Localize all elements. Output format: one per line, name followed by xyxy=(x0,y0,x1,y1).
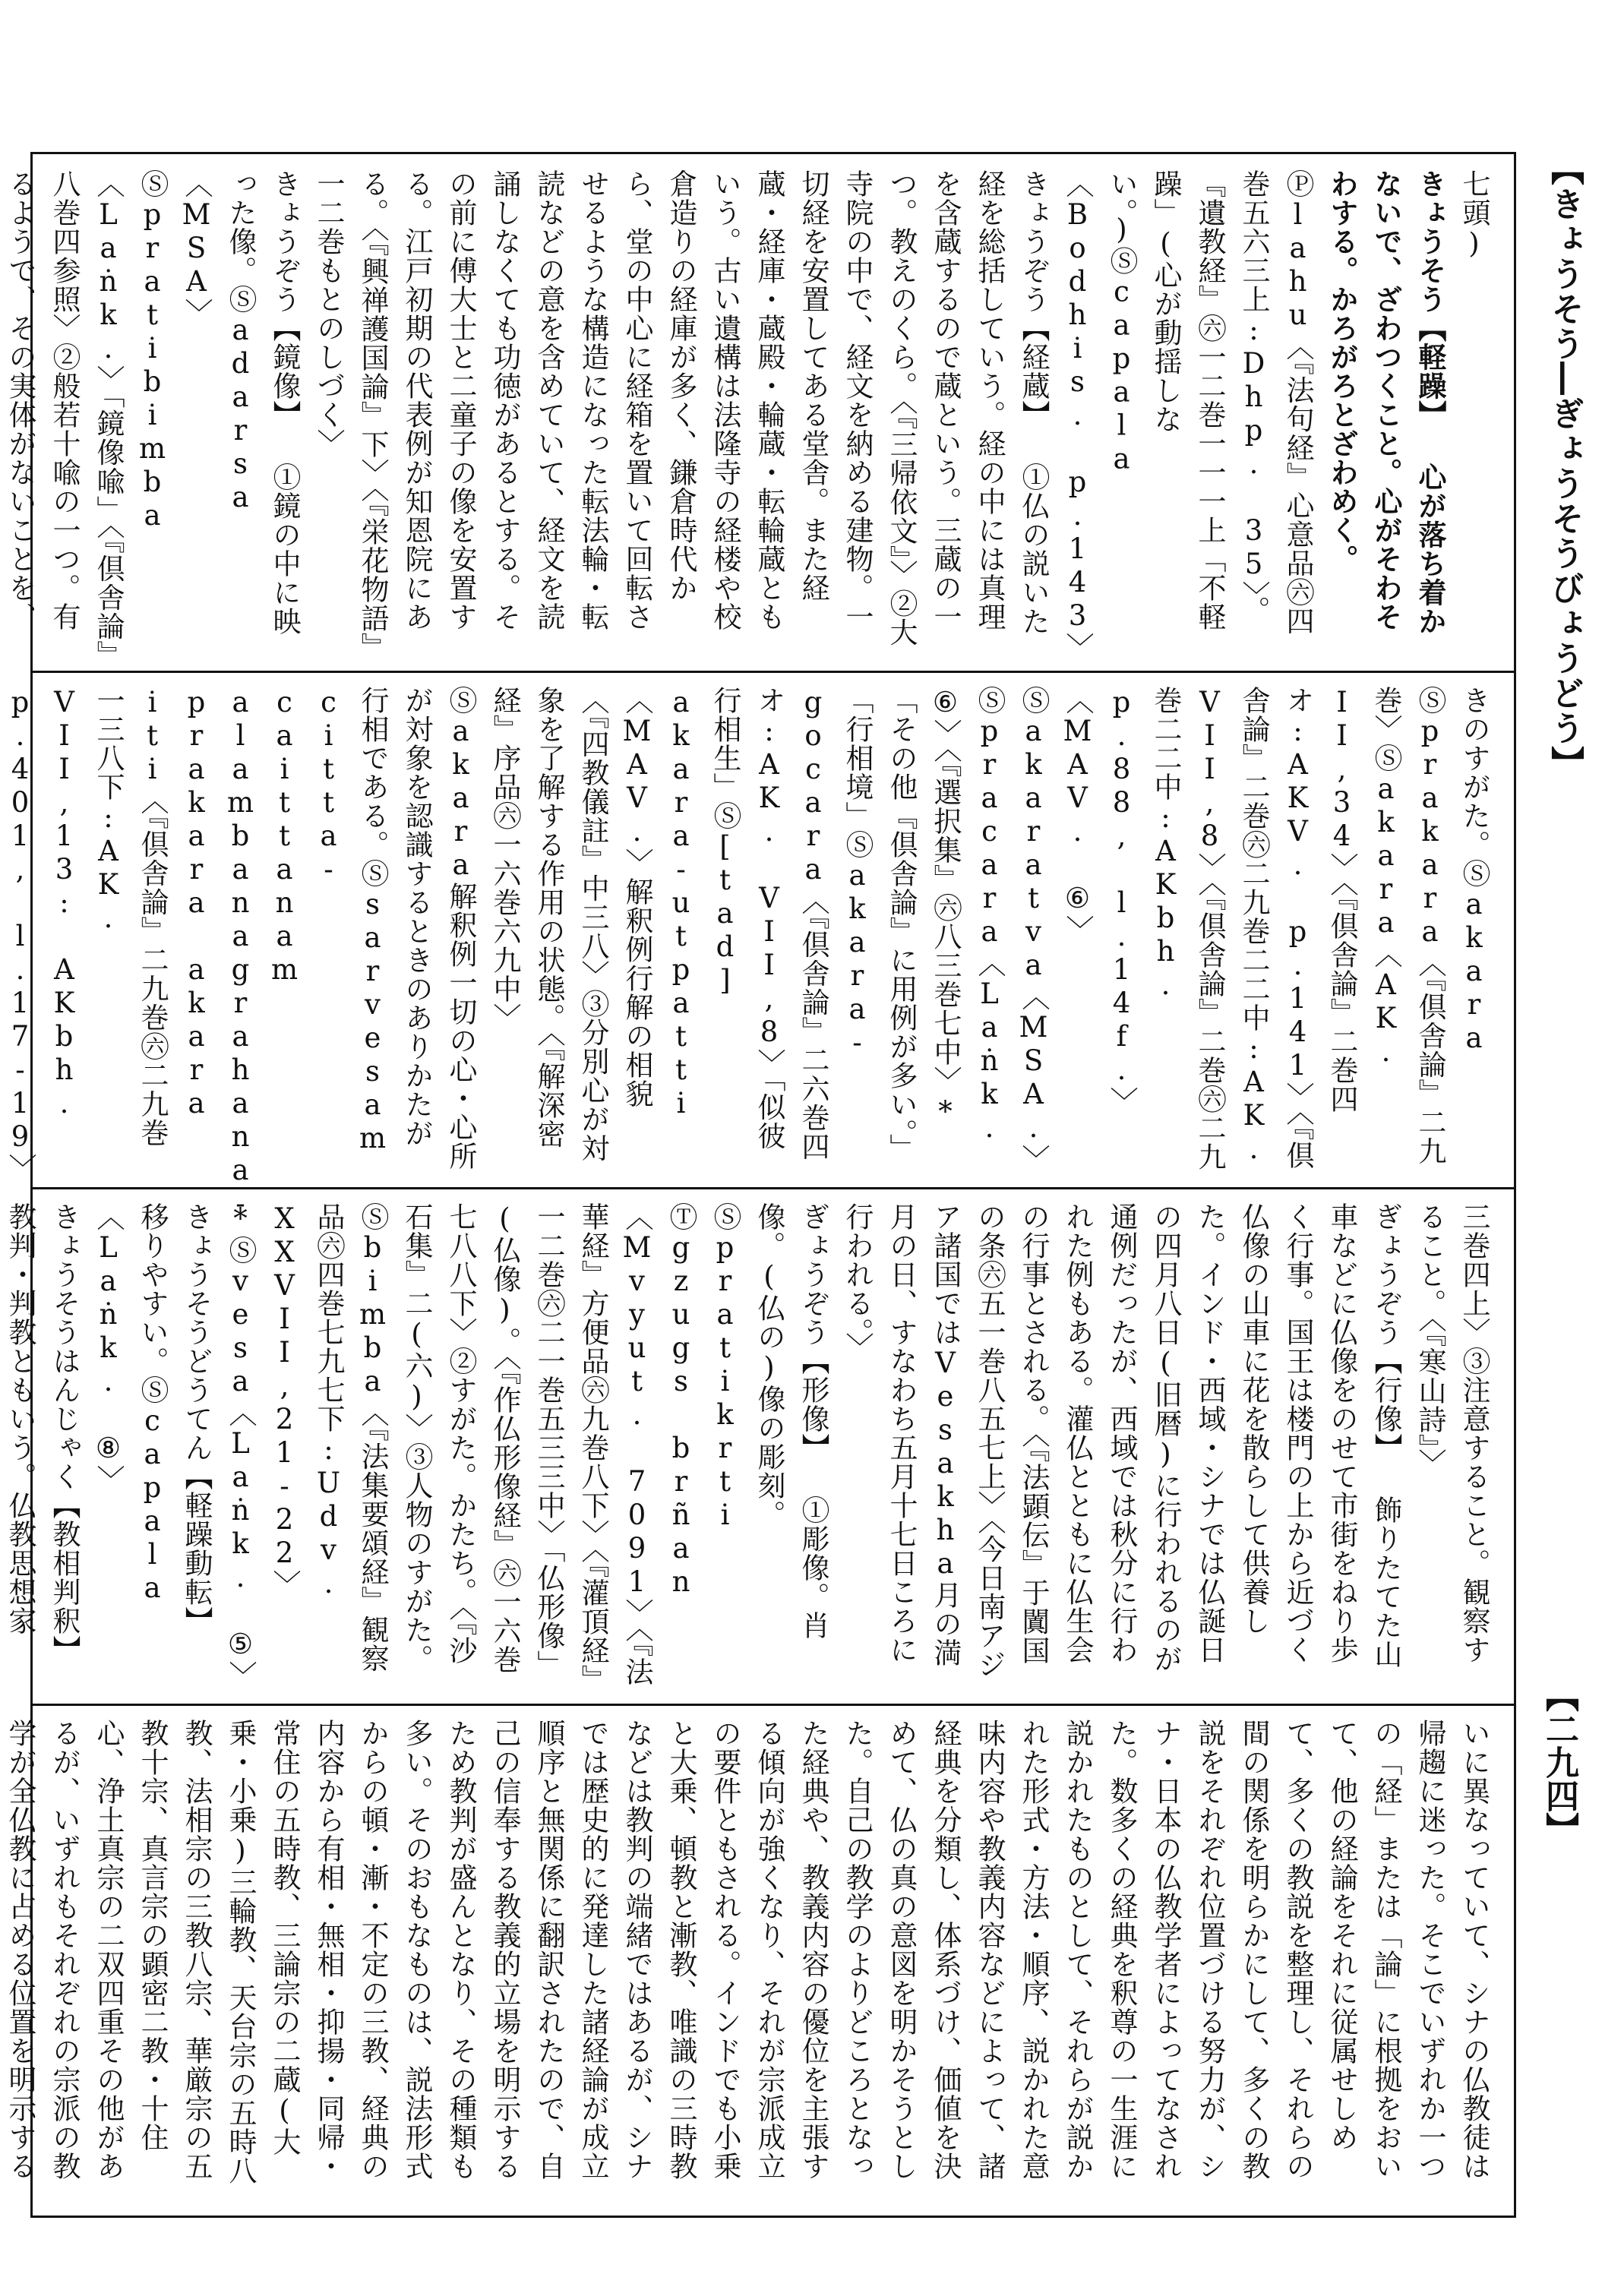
entry-line: Ⓢakara解釈例一切の心・心所が対象を認識するときのありかたが行相である。Ⓢsarvesam citta-caittanam alambanagrahana-prakara akara iti〈『倶舎論』二九巻㊅二九巻一三八下:AK. VII,13: AKbh. p.401, l.17-19〉 xyxy=(4,686,477,1221)
dictionary-page xyxy=(4,152,1516,2218)
page-number: 【二九四】 xyxy=(1540,1679,1578,1846)
band-3-text xyxy=(4,1202,1496,1690)
entry-kyousou-keisou: きょうそう【軽躁】 心が落ち着かないで、ざわつくこと。心がそわそわする。かろがろとざわめく。 xyxy=(1325,169,1446,636)
entry-line: 「行相境」Ⓢakara-gocara〈『倶舎論』二六巻四オ:AK. VII,8〉「似彼行相生」Ⓢ[tad] akara-utpatti〈MAV.〉解釈例行解の相貌〈『四教儀註』中三八〉③分別心が対象を了解する作用の状態。〈『解深密経』序品㊅一六巻六九中〉 xyxy=(488,686,874,1163)
entry-kyousouhanjaku: きょうそうはんじゃく【教相判釈】 教判・判教ともいう。仏教思想家 xyxy=(4,1202,81,1664)
band-4 xyxy=(4,1704,1514,2220)
band-3 xyxy=(4,1187,1514,1704)
band-2 xyxy=(4,671,1514,1221)
band-1-text xyxy=(4,169,1496,662)
band-1 xyxy=(4,154,1514,671)
entry-line: 七頭) xyxy=(1458,169,1490,261)
running-header: 【きょうそう―ぎょうそうびょうどう】 xyxy=(1545,152,1584,781)
entry-line: いに異なっていて、シナの仏教徒は帰趨に迷った。そこでいずれか一つの「経」または「論」に根拠をおいて、他の経論をそれに従属せしめて、多くの教説を整理し、それらの間の関係を明らかにして、多くの教説をそれぞれ位置づける努力が、シナ・日本の仏教学者によってなされた。数多くの経典を釈尊の一生涯に説かれたものとして、それらが説かれた形式・方法・順序、説かれた意味内容や教義内容などによって、諸経典を分類し、体系づけ、価値を決めて、仏の真の意図を明かそうとした。自己の教学のよりどころとなった経典や、教義内容の優位を主張する傾向が強くなり、それが宗派成立の要件ともされる。インドでも小乗と大乗、頓教と漸教、唯識の三時教などは教判の端緒ではあるが、シナでは歴史的に発達した諸経論が成立順序と無関係に翻訳されたので、自己の信奉する教義的立場を明示するため教判が盛んとなり、その種類も多い。そのおもなものは、説法形式からの頓・漸・不定の三教、経典の内容から有相・無相・抑揚・同帰・常住の五時教、三論宗の二蔵(大乗・小乗)三輪教、天台宗の五時八教、法相宗の三教八宗、華厳宗の五教十宗、真言宗の顕密二教・十住心、浄土真宗の二双四重その他があるが、いずれもそれぞれの宗派の教学が全仏教に占める位置を明示する xyxy=(4,1719,1490,2185)
band-2-text xyxy=(4,686,1496,1221)
entry-line: 三巻四上〉③注意すること。観察すること。〈『寒山詩』〉 xyxy=(1414,1202,1490,1664)
entry-gyouzou-gyouzou: ぎょうぞう【行像】 飾りたてた山車などに仏像をのせて市街をねり歩く行事。国王は楼門の上から近づく仏像の山車に花を散らして供養した。インド・西域・シナでは仏誕日の四月八日(旧暦)に行われるのが通例だったが、西域では秋分に行われた例もある。灌仏とともに仏生会の行事とされる。〈『法顕伝』于闐国の条㊅五一巻八五七上〉〈今日南アジア諸国ではVesakha月の満月の日、すなわち五月十七日ころに行われる。〉 xyxy=(841,1202,1402,1679)
entry-kyouzou-kyouzou-mirror: きょうぞう【鏡像】 ①鏡の中に映った像。Ⓢadarsa〈MSA〉Ⓢpratibimba〈Laṅk.〉「鏡像喩」〈『倶舎論』八巻四参照〉②般若十喩の一つ。有るようで、その実体がないことを、 xyxy=(4,169,301,655)
entry-line: Ⓟlahu〈『法句経』心意品㊅四巻五六三上:Dhp. 35〉。『遺教経』㊅一二巻一一一上「不軽躁」(心が動揺しない。)Ⓢcapala〈Bodhis. p.143〉 xyxy=(1061,169,1314,662)
band-4-text xyxy=(4,1719,1496,2205)
entry-gyouzou-keizou: ぎょうぞう【形像】 ①彫像。肖像。(仏の)像の彫刻。Ⓢpratikrti Ⓣgzugs brñan〈Mvyut. 7091〉〈『法華経』方便品㊅九巻八下〉〈『灌頂経』一二巻㊅二一巻五三三中〉「仏形像」(仏像)。〈『作仏形像経』㊅一六巻七八八下〉②すがた。かたち。〈『沙石集』二(六)〉③人物のすがた。Ⓢbimba〈『法集要頌経』観察品㊅四巻七九七下:Udv. XXVII,21-22〉*Ⓢvesa〈Laṅk. ⑤〉 xyxy=(224,1202,829,1690)
entry-kyouzou-kyouzou: きょうぞう【経蔵】 ①仏の説いた経を総括していう。経の中には真理を含蔵するので蔵という。三蔵の一つ。教えのくら。〈『三帰依文』〉②大寺院の中で、経文を納める建物。一切経を安置してある堂舎。また経蔵・経庫・蔵殿・輪蔵・転輪蔵ともいう。古い遺構は法隆寺の経楼や校倉造りの経庫が多く、鎌倉時代から、堂の中心に経箱を置いて回転させるような構造になった転法輪・転読などの意を含めていて、経文を読誦しなくても功徳があるとする。その前に傅大士と二童子の像を安置する。江戸初期の代表例が知恩院にある。〈『興禅護国論』下〉〈『栄花物語』一二巻もとのしづく〉 xyxy=(312,169,1050,648)
entry-line: きのすがた。Ⓢakara Ⓢprakara〈『倶舎論』二九巻〉Ⓢakara〈AK. II,34〉〈『倶舎論』二巻四オ:AKV. p.141〉〈『倶舎論』二巻㊅二九巻二二中:AK. VII,8〉〈『倶舎論』二巻㊅二九巻二二中:AKbh. p.88, l.14f.〉〈MAV. ⑥〉Ⓢakaratva〈MSA.〉Ⓢpracara〈Laṅk. ⑥〉〈『選択集』㊅八三巻七中〉*「その他『倶舎論』に用例が多い。」 xyxy=(885,686,1490,1171)
entry-kyousoudouten: きょうそうどうてん【軽躁動転】 移りやすい。Ⓢcapala〈Laṅk. ⑧〉 xyxy=(92,1202,213,1635)
